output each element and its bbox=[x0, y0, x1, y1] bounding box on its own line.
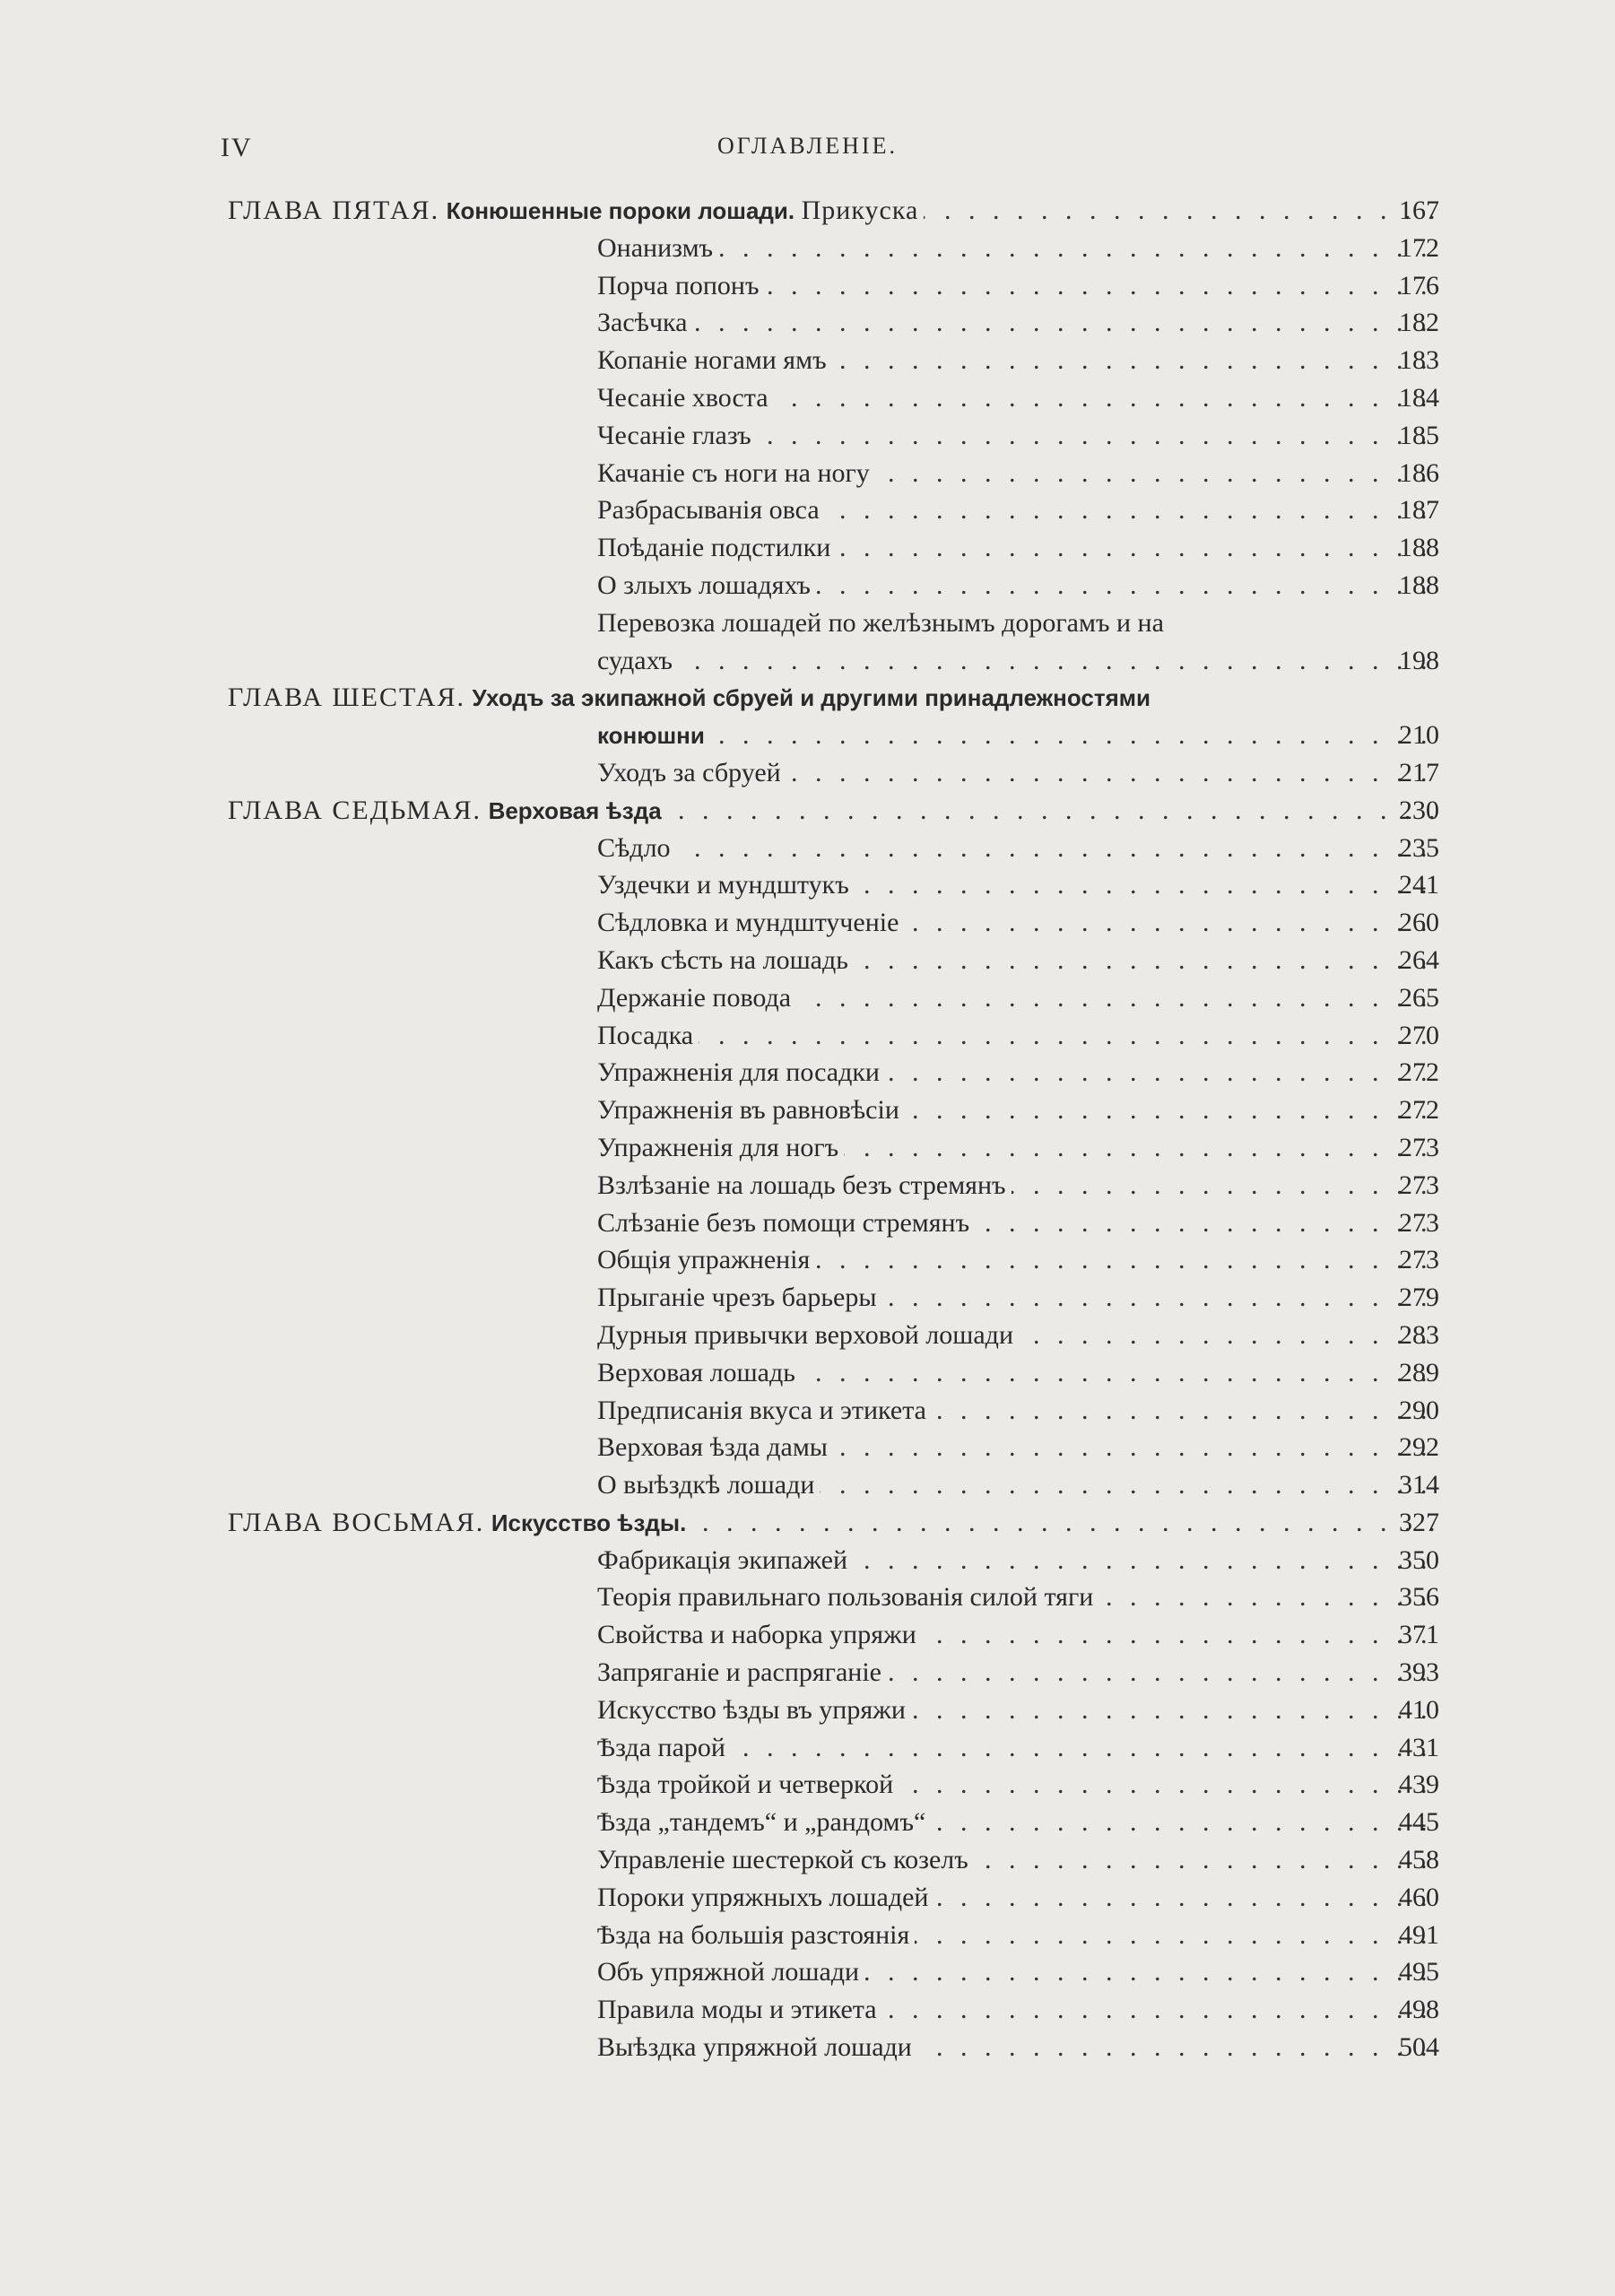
toc-page-number: 495 bbox=[1399, 1957, 1439, 1987]
toc-page-number: 273 bbox=[1399, 1132, 1439, 1162]
toc-page-number: 235 bbox=[1399, 832, 1439, 863]
toc-entry-row bbox=[0, 979, 1615, 1017]
toc-label: Копанiе ногами ямъ . . . bbox=[597, 342, 1445, 379]
chapter-number: ГЛАВА ВОСЬМАЯ. bbox=[228, 1507, 485, 1537]
toc-label: Уздечки и мундштукъ . . . bbox=[597, 866, 1445, 904]
toc-label: Порча попонъ . . . bbox=[597, 267, 1445, 305]
toc-entry-row bbox=[0, 642, 1615, 680]
toc-entry-row bbox=[0, 1991, 1615, 2029]
toc-entry-row bbox=[0, 1241, 1615, 1279]
toc-entry-row bbox=[0, 1841, 1615, 1879]
toc-entry-row bbox=[0, 1879, 1615, 1917]
chapter-first-entry: Прикуска bbox=[801, 196, 919, 225]
toc-entry-row bbox=[0, 1317, 1615, 1354]
toc-page-number: 431 bbox=[1399, 1732, 1439, 1762]
chapter-topic: Искусство ѣзды. bbox=[491, 1509, 687, 1536]
toc-label: О злыхъ лошадяхъ . . . bbox=[597, 567, 1445, 604]
toc-label: Управленiе шестеркой съ козелъ . . . bbox=[597, 1841, 1445, 1879]
toc-label: Держанiе повода . . . bbox=[597, 979, 1445, 1017]
toc-page-number: 272 bbox=[1399, 1057, 1439, 1088]
toc-page-number: 289 bbox=[1399, 1357, 1439, 1387]
toc-label: Верховая лошадь . . . bbox=[597, 1354, 1445, 1392]
toc-page-number: 356 bbox=[1399, 1582, 1439, 1613]
toc-entry-row bbox=[0, 1466, 1615, 1504]
toc-entry-row bbox=[0, 1953, 1615, 1991]
toc-page-number: 491 bbox=[1399, 1919, 1439, 1950]
toc-page-number: 283 bbox=[1399, 1319, 1439, 1350]
toc-entry-row bbox=[0, 1354, 1615, 1392]
toc-page-number: 270 bbox=[1399, 1020, 1439, 1050]
toc-entry-row bbox=[0, 1654, 1615, 1692]
toc-entry-row bbox=[0, 2029, 1615, 2066]
toc-entry-row bbox=[0, 1578, 1615, 1616]
toc-page-number: 198 bbox=[1399, 645, 1439, 675]
toc-entry-row bbox=[0, 1392, 1615, 1430]
toc-page-number: 393 bbox=[1399, 1657, 1439, 1688]
toc-entry-row bbox=[0, 1917, 1615, 1954]
toc-page-number: 167 bbox=[1399, 196, 1439, 225]
toc-entry-row bbox=[0, 1542, 1615, 1579]
toc-chapter-row bbox=[0, 1504, 1615, 1542]
toc-label: Ѣзда „тандемъ“ и „рандомъ“ . . . bbox=[597, 1804, 1445, 1841]
toc-label: Прыганiе чрезъ барьеры . . . bbox=[597, 1279, 1445, 1317]
toc-page-number: 504 bbox=[1399, 2032, 1439, 2063]
running-head bbox=[0, 133, 1615, 169]
toc-entry-row bbox=[0, 1054, 1615, 1091]
toc-page-number: 260 bbox=[1399, 908, 1439, 938]
toc-label: Чесанiе глазъ . . . bbox=[597, 417, 1445, 455]
toc-label: Предписанiя вкуса и этикета . . . bbox=[597, 1392, 1445, 1430]
toc-page-number: 439 bbox=[1399, 1770, 1439, 1800]
toc-page-number: 264 bbox=[1399, 944, 1439, 975]
toc-label: Ѣзда парой . . . bbox=[597, 1729, 1445, 1767]
toc-page-number: 460 bbox=[1399, 1882, 1439, 1912]
toc-entry-row bbox=[0, 604, 1615, 642]
toc-entry-row bbox=[0, 342, 1615, 379]
toc-page-number: 273 bbox=[1399, 1207, 1439, 1238]
toc-page-number: 230 bbox=[1399, 795, 1439, 825]
toc-entry-row bbox=[0, 942, 1615, 979]
toc-entry-row bbox=[0, 491, 1615, 529]
chapter-number: ГЛАВА СЕДЬМАЯ. bbox=[228, 795, 482, 825]
table-of-contents bbox=[0, 192, 1615, 2066]
toc-entry-row bbox=[0, 1692, 1615, 1729]
toc-entry-row bbox=[0, 304, 1615, 342]
toc-page-number: 327 bbox=[1399, 1507, 1439, 1537]
toc-label: Разбрасыванiя овса . . . bbox=[597, 491, 1445, 529]
toc-chapter-row bbox=[0, 679, 1615, 717]
toc-label: Ѣзда на большiя разстоянiя . . . bbox=[597, 1917, 1445, 1954]
toc-label: Слѣзанiе безъ помощи стремянъ . . . bbox=[597, 1205, 1445, 1242]
toc-page-number: 498 bbox=[1399, 1995, 1439, 2025]
toc-entry-row bbox=[0, 267, 1615, 305]
toc-label: Пороки упряжныхъ лошадей . . . bbox=[597, 1879, 1445, 1917]
toc-entry-row bbox=[0, 1129, 1615, 1167]
toc-page-number: 182 bbox=[1399, 308, 1439, 338]
toc-label: Упражненiя для посадки . . . bbox=[597, 1054, 1445, 1091]
toc-page-number: 185 bbox=[1399, 420, 1439, 450]
toc-label: Взлѣзанiе на лошадь безъ стремянъ . . . bbox=[597, 1167, 1445, 1205]
toc-page-number: 188 bbox=[1399, 533, 1439, 563]
toc-page-number: 265 bbox=[1399, 982, 1439, 1013]
toc-page-number: 290 bbox=[1399, 1395, 1439, 1425]
toc-page-number: 350 bbox=[1399, 1544, 1439, 1575]
toc-label: Теорiя правильнаго пользованiя силой тяги . . . bbox=[597, 1578, 1445, 1616]
toc-entry-row bbox=[0, 1429, 1615, 1466]
chapter-number: ГЛАВА ПЯТАЯ. bbox=[228, 196, 440, 225]
toc-label: судахъ . . . bbox=[597, 642, 1445, 680]
toc-page-number: 314 bbox=[1399, 1470, 1439, 1500]
toc-entry-row bbox=[0, 529, 1615, 567]
toc-entry-row bbox=[0, 904, 1615, 942]
chapter-topic: Верховая ѣзда bbox=[488, 796, 662, 824]
toc-page-number: 186 bbox=[1399, 457, 1439, 488]
page-title: ОГЛАВЛЕНIЕ. bbox=[717, 133, 898, 159]
toc-entry-row bbox=[0, 1279, 1615, 1317]
toc-entry-row bbox=[0, 455, 1615, 492]
toc-page-number: 371 bbox=[1399, 1620, 1439, 1650]
toc-page-number: 183 bbox=[1399, 345, 1439, 376]
toc-label: Чесанiе хвоста . . . bbox=[597, 379, 1445, 417]
toc-page-number: 187 bbox=[1399, 495, 1439, 526]
toc-label: Поѣданiе подстилки . . . bbox=[597, 529, 1445, 567]
chapter-number: ГЛАВА ШЕСТАЯ. bbox=[228, 683, 465, 713]
toc-page-number: 217 bbox=[1399, 757, 1439, 787]
toc-page-number: 458 bbox=[1399, 1845, 1439, 1875]
toc-page-number: 172 bbox=[1399, 232, 1439, 263]
toc-label: Сѣдло . . . bbox=[597, 830, 1445, 867]
chapter-topic: Конюшенные пороки лошади. bbox=[446, 197, 795, 224]
toc-entry-row bbox=[0, 567, 1615, 604]
toc-label bbox=[0, 679, 1445, 718]
toc-label: Качанiе съ ноги на ногу . . . bbox=[597, 455, 1445, 492]
toc-label bbox=[0, 192, 1445, 230]
toc-label bbox=[0, 1504, 1445, 1543]
toc-label bbox=[0, 792, 1445, 831]
toc-label: Упражненiя для ногъ . . . bbox=[597, 1129, 1445, 1167]
toc-label: Запряганiе и распряганiе . . . bbox=[597, 1654, 1445, 1692]
toc-entry-row bbox=[0, 379, 1615, 417]
toc-entry-row bbox=[0, 1729, 1615, 1767]
toc-label: Сѣдловка и мундштученiе . . . bbox=[597, 904, 1445, 942]
toc-label: Засѣчка . . . bbox=[597, 304, 1445, 342]
toc-label: Искусство ѣзды въ упряжи . . . bbox=[597, 1692, 1445, 1729]
toc-label: Свойства и наборка упряжи . . . bbox=[597, 1616, 1445, 1654]
toc-page-number: 272 bbox=[1399, 1095, 1439, 1126]
toc-label: Упражненiя въ равновѣсiи . . . bbox=[597, 1091, 1445, 1129]
toc-label: Объ упряжной лошади . . . bbox=[597, 1953, 1445, 1991]
toc-entry-row bbox=[0, 1205, 1615, 1242]
toc-chapter-row bbox=[0, 192, 1615, 230]
toc-page-number: 279 bbox=[1399, 1283, 1439, 1313]
chapter-topic: Уходъ за экипажной сбруей и другими принадлежностями bbox=[472, 684, 1150, 712]
toc-label: Какъ сѣсть на лошадь . . . bbox=[597, 942, 1445, 979]
toc-page-number: 292 bbox=[1399, 1432, 1439, 1463]
toc-entry-row bbox=[0, 1804, 1615, 1841]
toc-entry-row bbox=[0, 717, 1615, 754]
toc-label: Перевозка лошадей по желѣзнымъ дорогамъ и на bbox=[597, 604, 1445, 642]
toc-entry-row bbox=[0, 1616, 1615, 1654]
toc-label: Правила моды и этикета . . . bbox=[597, 1991, 1445, 2029]
toc-entry-row bbox=[0, 754, 1615, 792]
toc-page-number: 410 bbox=[1399, 1694, 1439, 1725]
toc-label: Онанизмъ . . . bbox=[597, 230, 1445, 267]
toc-page-number: 210 bbox=[1399, 720, 1439, 751]
toc-label: Уходъ за сбруей . . . bbox=[597, 754, 1445, 792]
toc-label: конюшни . . . bbox=[597, 717, 1445, 755]
toc-entry-row bbox=[0, 830, 1615, 867]
toc-label: Посадка . . . bbox=[597, 1017, 1445, 1055]
toc-label: Дурныя привычки верховой лошади . . . bbox=[597, 1317, 1445, 1354]
toc-label: Общiя упражненiя . . . bbox=[597, 1241, 1445, 1279]
toc-entry-row bbox=[0, 230, 1615, 267]
toc-entry-row bbox=[0, 1091, 1615, 1129]
toc-page-number: 184 bbox=[1399, 382, 1439, 413]
toc-page-number: 273 bbox=[1399, 1170, 1439, 1200]
toc-page-number: 445 bbox=[1399, 1807, 1439, 1838]
toc-page-number: 241 bbox=[1399, 870, 1439, 900]
toc-label: Фабрикацiя экипажей . . . bbox=[597, 1542, 1445, 1579]
toc-label: О выѣздкѣ лошади . . . bbox=[597, 1466, 1445, 1504]
toc-entry-row bbox=[0, 866, 1615, 904]
toc-entry-row bbox=[0, 1167, 1615, 1205]
page-folio: IV bbox=[221, 133, 253, 162]
toc-entry-row bbox=[0, 1017, 1615, 1055]
toc-label: Верховая ѣзда дамы . . . bbox=[597, 1429, 1445, 1466]
toc-page-number: 273 bbox=[1399, 1245, 1439, 1275]
toc-entry-row bbox=[0, 1766, 1615, 1804]
toc-label: Выѣздка упряжной лошади . . . bbox=[597, 2029, 1445, 2066]
toc-label: Ѣзда тройкой и четверкой . . . bbox=[597, 1766, 1445, 1804]
toc-page-number: 188 bbox=[1399, 570, 1439, 600]
toc-page-number: 176 bbox=[1399, 270, 1439, 300]
toc-chapter-row bbox=[0, 792, 1615, 830]
toc-entry-row bbox=[0, 417, 1615, 455]
